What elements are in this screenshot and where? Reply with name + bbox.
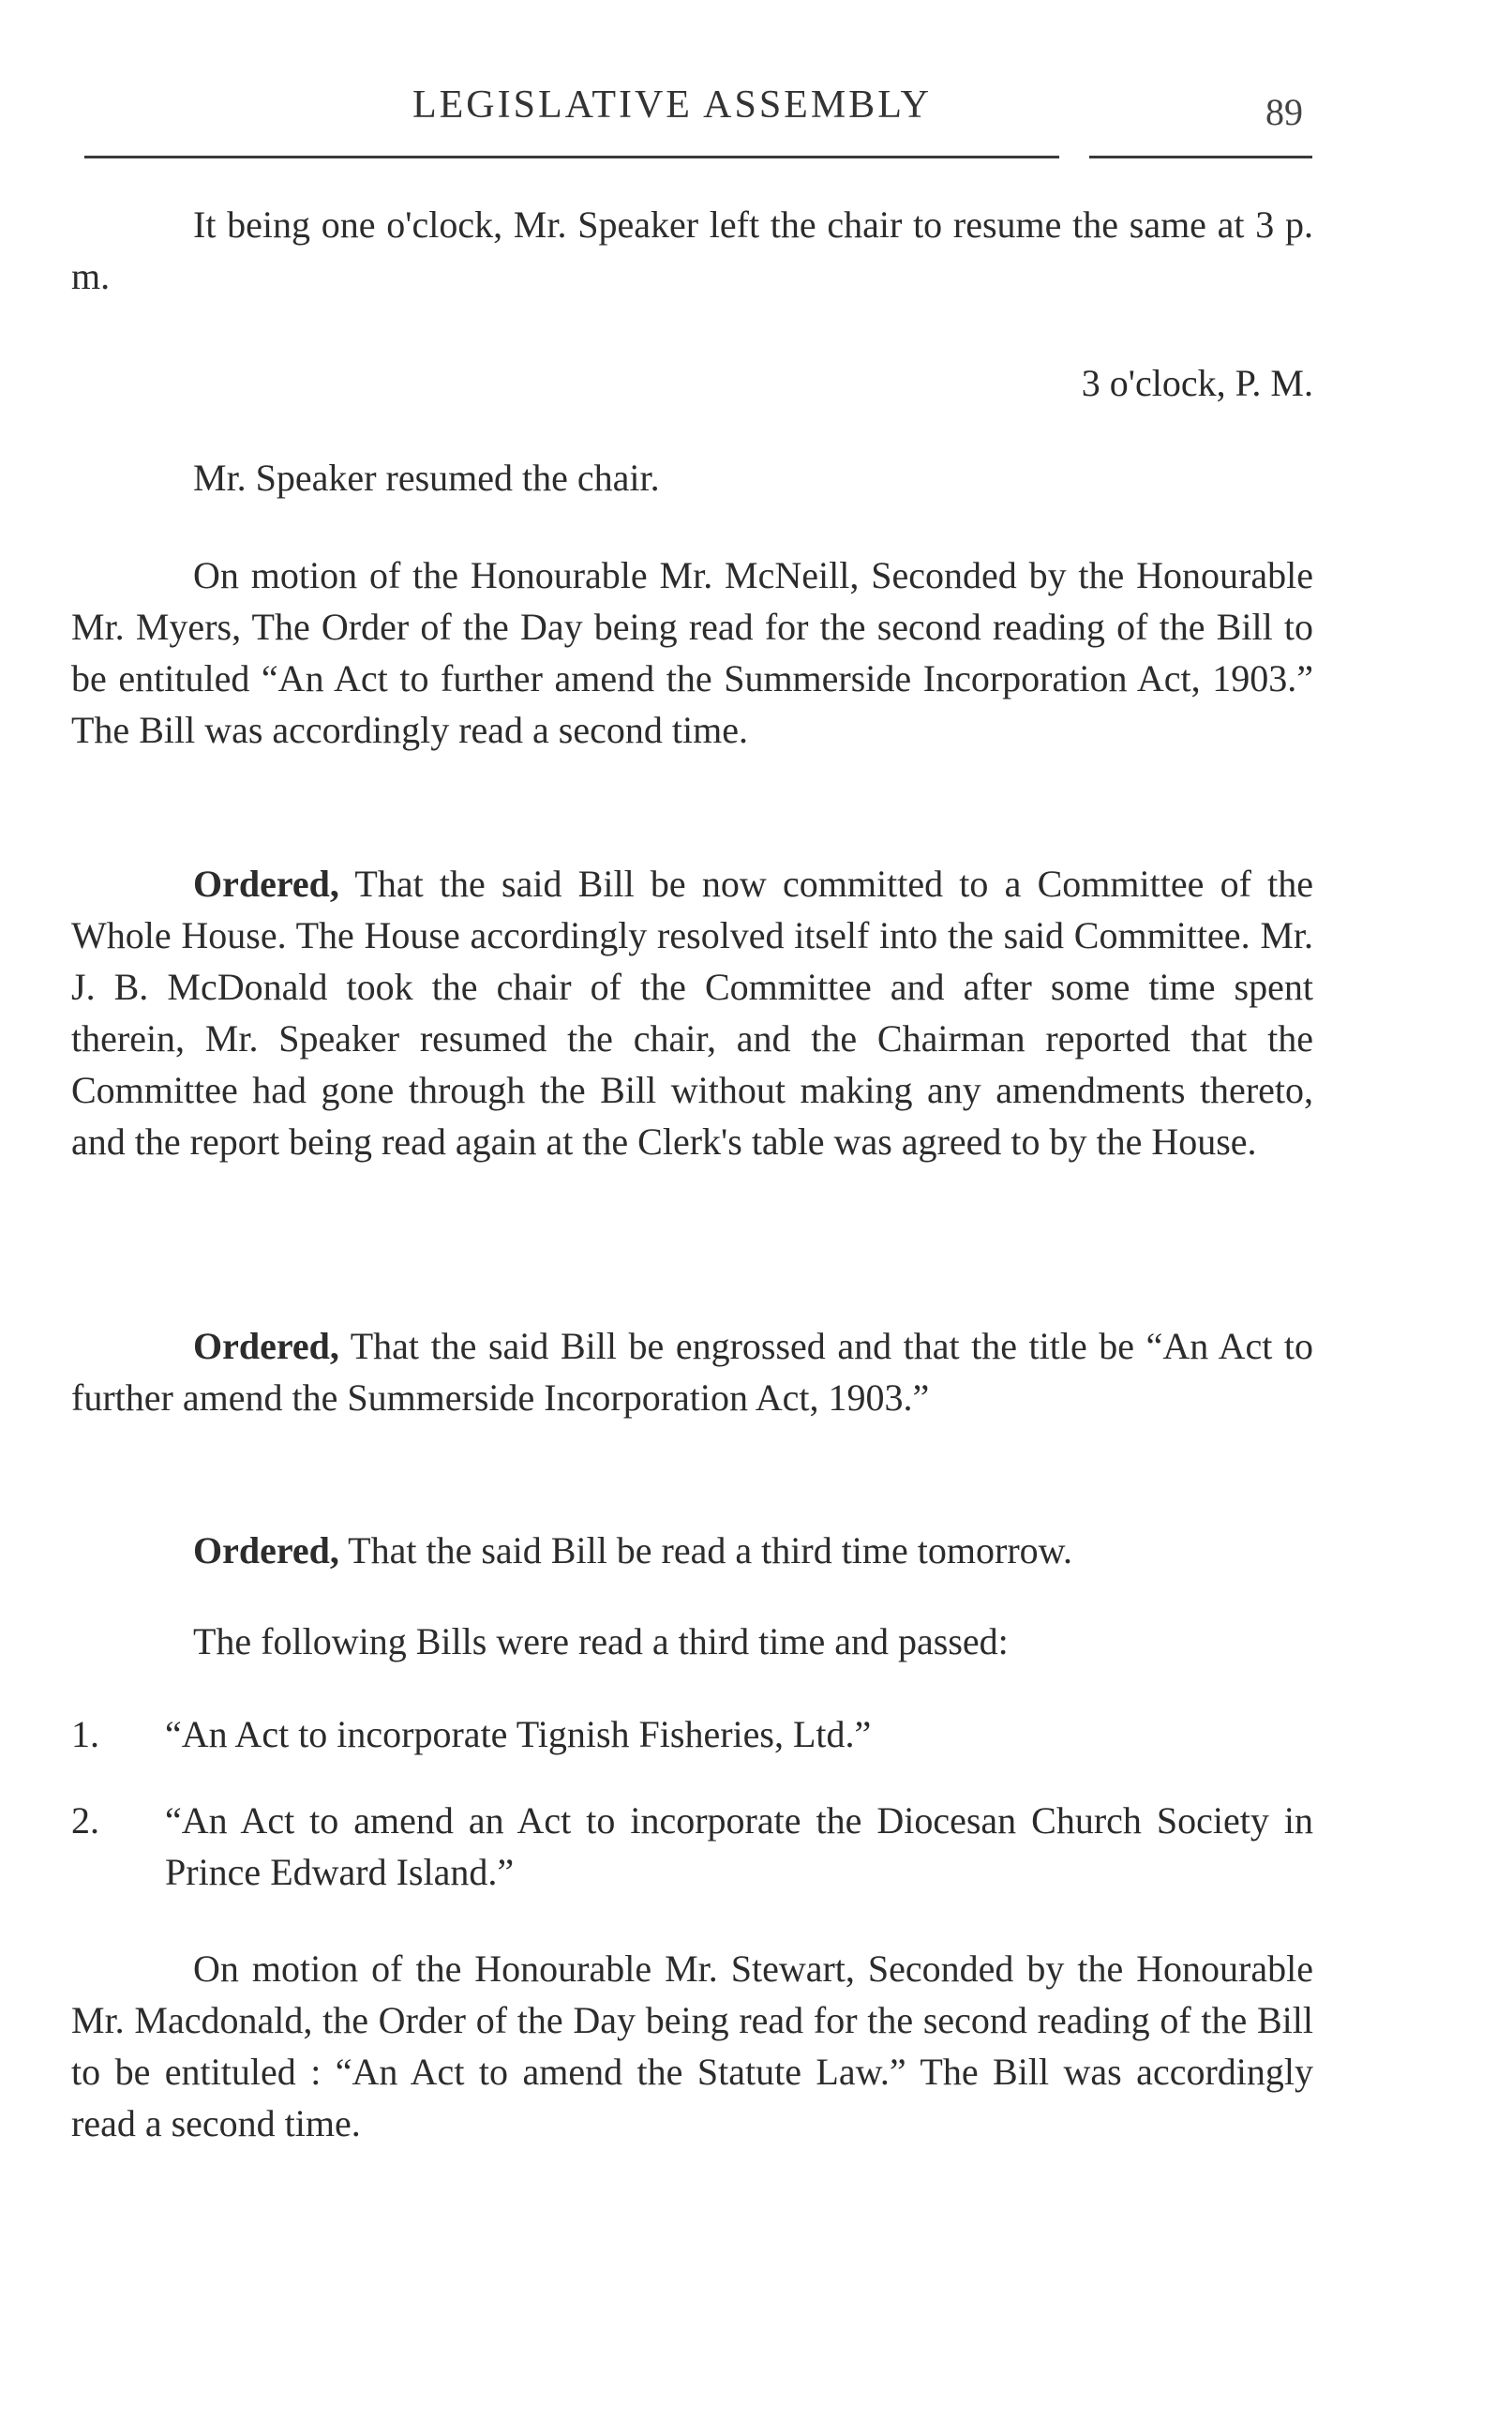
time-heading: 3 o'clock, P. M. xyxy=(1081,362,1313,404)
list-item-number: 2. xyxy=(71,1799,99,1842)
paragraph-bills-passed: The following Bills were read a third time and passed: xyxy=(193,1620,1009,1662)
list-item-text: “An Act to amend an Act to incorporate the Diocesan Church Society in Prince Edward Island.” xyxy=(165,1799,1313,1893)
paragraph-ordered-committee xyxy=(71,858,1313,1167)
paragraph-ordered-engrossed xyxy=(71,1320,1313,1423)
ordered-label: Ordered, xyxy=(193,1529,339,1571)
paragraph-motion-stewart: On motion of the Honourable Mr. Stewart, Seconded by the Honourable Mr. Macdonald, the Order of the Day being read for the second reading of the Bill to be entituled : “An Act to amend the Statute Law.” The Bill was accordingly read a second time. xyxy=(71,1947,1313,2144)
paragraph-ordered-third-reading xyxy=(71,1525,1313,1576)
ordered-engrossed-text: That the said Bill be engrossed and that the title be “An Act to further amend the Summerside Incorporation Act, 1903.” xyxy=(71,1325,1313,1419)
running-header: LEGISLATIVE ASSEMBLY xyxy=(412,83,932,127)
list-item xyxy=(71,1795,1313,1898)
page-number: 89 xyxy=(1265,91,1303,133)
list-item-number: 1. xyxy=(71,1713,99,1755)
ordered-label: Ordered, xyxy=(193,1325,339,1367)
list-item xyxy=(71,1708,1313,1760)
paragraph-motion-mcneill: On motion of the Honourable Mr. McNeill, Seconded by the Honourable Mr. Myers, The Order of the Day being read for the second reading of the Bill to be entituled “An Act to further amend the Summerside Incorporation Act, 1903.” The Bill was accordingly read a second time. xyxy=(71,554,1313,751)
header-rule-short xyxy=(1089,156,1312,158)
paragraph-resumed: Mr. Speaker resumed the chair. xyxy=(193,457,660,499)
header-rule xyxy=(84,156,1059,158)
ordered-third-reading-text: That the said Bill be read a third time tomorrow. xyxy=(338,1529,1072,1571)
paragraph-adjournment: It being one o'clock, Mr. Speaker left the chair to resume the same at 3 p. m. xyxy=(71,203,1313,297)
list-item-text: “An Act to incorporate Tignish Fisheries, Ltd.” xyxy=(165,1713,872,1755)
ordered-label: Ordered, xyxy=(193,863,339,905)
ordered-committee-text: That the said Bill be now committed to a Committee of the Whole House. The House accordingly resolved itself into the said Committee. Mr. J. B. McDonald took the chair of the Committee and after some time spent therein, Mr. Speaker resumed the chair, and the Chairman reported that the Committee had gone through the Bill without making any amendments thereto, and the report being read again at the Clerk's table was agreed to by the House. xyxy=(71,863,1313,1163)
